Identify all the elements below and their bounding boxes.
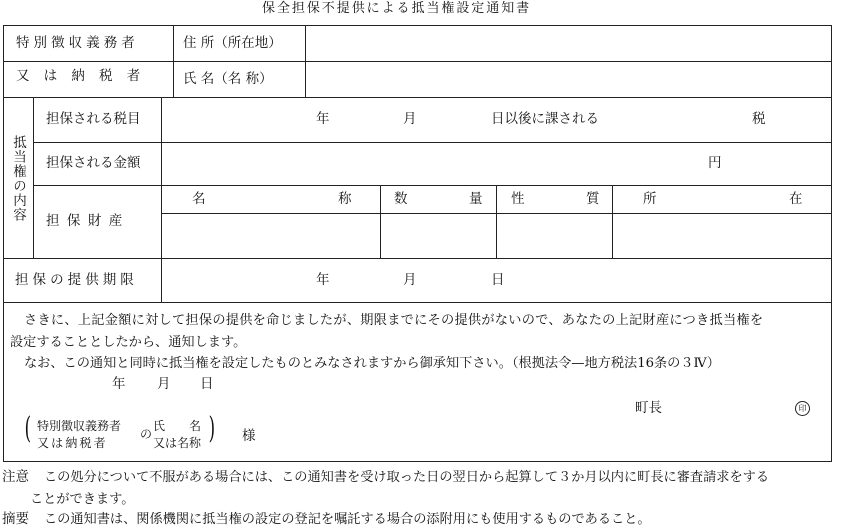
address-field[interactable]	[307, 27, 830, 60]
col-nature-a: 性	[511, 191, 525, 207]
deadline-month: 月	[403, 272, 417, 288]
col-name-b: 称	[338, 191, 352, 207]
addressee-no: の	[140, 427, 153, 441]
tax-item-label: 担保される税目	[46, 111, 141, 127]
deadline-field[interactable]	[163, 260, 830, 301]
addressee-name2: 又は名称	[153, 436, 202, 450]
property-nature-field[interactable]	[498, 215, 611, 257]
right-paren-icon: )	[208, 411, 216, 446]
col-qty-b: 量	[469, 191, 483, 207]
deadline-label: 担保の提供期限	[15, 272, 138, 288]
left-paren-icon: (	[24, 411, 32, 446]
body-para1-line2: 設定することとしたから、通知します。	[10, 335, 247, 350]
tax-item-month: 月	[403, 111, 417, 127]
issue-date-month: 月	[157, 376, 171, 392]
tax-item-year: 年	[316, 111, 330, 127]
note-label: 注意	[2, 469, 29, 485]
col-qty-a: 数	[394, 191, 408, 207]
obligor-label-line2-text: 又は納税者	[16, 68, 155, 84]
summary-label: 摘要	[2, 511, 29, 527]
tax-item-after: 日以後に課される	[491, 111, 599, 127]
col-loc-b: 在	[789, 191, 803, 207]
lien-section-label: 抵当権の内容	[10, 135, 26, 222]
issuer-title: 町長	[635, 400, 662, 416]
amount-unit: 円	[708, 155, 722, 171]
obligor-label-line2	[16, 70, 162, 84]
note-line1: この処分について不服がある場合には、この通知書を受け取った日の翌日から起算して３か月以内に町長に審査請求をする	[44, 470, 770, 485]
col-nature-b: 質	[586, 191, 600, 207]
address-label: 住 所（所在地）	[183, 35, 282, 51]
issue-date-year: 年	[112, 376, 126, 392]
col-name-a: 名	[192, 191, 206, 207]
col-loc-a: 所	[643, 191, 657, 207]
issue-date-day: 日	[200, 376, 214, 392]
document-title: 保全担保不提供による抵当権設定通知書	[262, 1, 532, 16]
property-qty-field[interactable]	[382, 215, 495, 257]
addressee-line1: 特別徴収義務者	[37, 419, 122, 433]
amount-label: 担保される金額	[46, 155, 141, 171]
property-name-field[interactable]	[163, 215, 379, 257]
deadline-year: 年	[316, 272, 330, 288]
deadline-day: 日	[491, 272, 505, 288]
summary-text: この通知書は、関係機関に抵当権の設定の登記を嘱託する場合の添附用にも使用するものであること。	[44, 512, 651, 527]
seal-stamp-icon: 印	[795, 401, 810, 416]
name-field[interactable]	[307, 63, 830, 96]
note-line2: ことができます。	[30, 492, 135, 507]
honorific: 様	[242, 428, 256, 444]
property-location-field[interactable]	[614, 215, 830, 257]
obligor-label-line1: 特別徴収義務者	[16, 35, 139, 51]
addressee-line2: 又は納税者	[37, 436, 108, 450]
property-label: 担保財産	[46, 213, 130, 229]
tax-item-field[interactable]	[163, 99, 830, 141]
body-para1-line1: さきに、上記金額に対して担保の提供を命じましたが、期限までにその提供がないので、あなたの上記財産につき抵当権を	[24, 313, 764, 328]
tax-item-tax: 税	[752, 111, 766, 127]
amount-field[interactable]	[163, 144, 830, 184]
body-para2: なお、この通知と同時に抵当権を設定したものとみなされますから御承知下さい。（根拠法令—地方税法16条の３Ⅳ）	[24, 356, 720, 371]
name-label: 氏 名（名 称）	[183, 71, 273, 87]
addressee-name1: 氏 名	[153, 419, 202, 433]
